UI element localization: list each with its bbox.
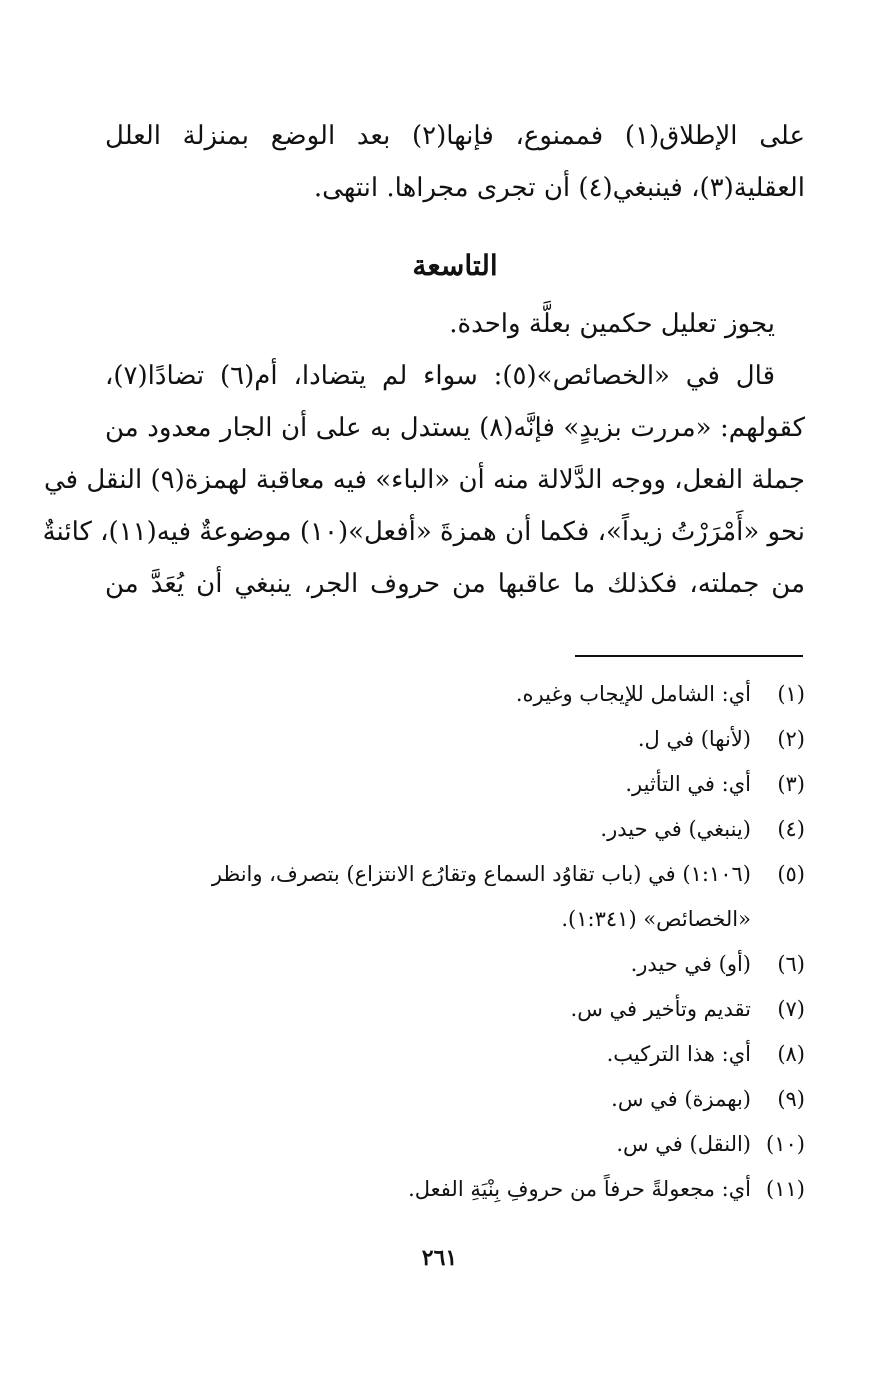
footnote-number: (٤) bbox=[777, 817, 805, 841]
footnote bbox=[105, 987, 805, 1032]
body-line-6: جملة الفعل، ووجه الدَّلالة منه أن «الباء» فيه معاقبة لهمزة(٩) النقل في bbox=[44, 465, 805, 495]
section-heading: التاسعة bbox=[412, 249, 498, 282]
footnote-separator bbox=[575, 655, 803, 657]
body-line-8: من جملته، فكذلك ما عاقبها من حروف الجر، ينبغي أن يُعَدَّ من bbox=[105, 569, 805, 599]
footnote-number: (٩) bbox=[777, 1087, 805, 1111]
footnote-text: تقديم وتأخير في س. bbox=[570, 997, 751, 1021]
main-text bbox=[42, 110, 805, 610]
footnote-number: (٢) bbox=[777, 727, 805, 751]
footnote-text: أي: هذا التركيب. bbox=[606, 1042, 751, 1066]
footnote bbox=[105, 807, 805, 852]
footnote-number: (٧) bbox=[777, 997, 805, 1021]
footnote-text: أي: الشامل للإيجاب وغيره. bbox=[515, 682, 751, 706]
footnote-text: (١:١٠٦) في (باب تقاوُد السماع وتقارُع الانتزاع) بتصرف، وانظر «الخصائص» (١:٣٤١). bbox=[211, 862, 751, 931]
footnote-number: (١) bbox=[777, 682, 805, 706]
body-line-2: العقلية(٣)، فينبغي(٤) أن تجرى مجراها. انتهى. bbox=[313, 173, 805, 203]
footnote-text: (أو) في حيدر. bbox=[630, 952, 751, 976]
footnotes bbox=[105, 672, 805, 1212]
footnote bbox=[105, 717, 805, 762]
footnote-text: أي: مجعولةً حرفاً من حروفِ بِنْيَةِ الفعل. bbox=[408, 1177, 751, 1201]
footnote-text: (لأنها) في ل. bbox=[637, 727, 751, 751]
footnote bbox=[105, 1032, 805, 1077]
body-line-7: نحو «أَمْرَرْتُ زيداً»، فكما أن همزةَ «أفعل»(١٠) موضوعةٌ فيه(١١)، كائنةٌ bbox=[42, 517, 805, 547]
footnote bbox=[105, 762, 805, 807]
footnote bbox=[105, 1167, 805, 1212]
footnote-text: (بهمزة) في س. bbox=[611, 1087, 751, 1111]
footnote-number: (٨) bbox=[777, 1042, 805, 1066]
footnote-number: (١٠) bbox=[766, 1132, 805, 1156]
footnote-text: (ينبغي) في حيدر. bbox=[600, 817, 751, 841]
footnote-number: (٣) bbox=[777, 772, 805, 796]
body-line-5: كقولهم: «مررت بزيدٍ» فإنَّه(٨) يستدل به على أن الجار معدود من bbox=[105, 413, 805, 443]
footnote-text: أي: في التأثير. bbox=[625, 772, 751, 796]
body-line-4: قال في «الخصائص»(٥): سواء لم يتضادا، أم(٦) تضادًا(٧)، bbox=[105, 361, 775, 391]
footnote bbox=[105, 1122, 805, 1167]
footnote-text: (النقل) في س. bbox=[616, 1132, 751, 1156]
footnote bbox=[105, 852, 805, 942]
footnote bbox=[105, 942, 805, 987]
footnote-number: (١١) bbox=[766, 1177, 805, 1201]
footnote bbox=[105, 672, 805, 717]
footnote bbox=[105, 1077, 805, 1122]
body-line-1: على الإطلاق(١) فممنوع، فإنها(٢) بعد الوضع بمنزلة العلل bbox=[105, 121, 805, 151]
page-number: ٢٦١ bbox=[421, 1245, 458, 1271]
body-line-3: يجوز تعليل حكمين بعلَّة واحدة. bbox=[449, 309, 775, 339]
footnote-number: (٦) bbox=[777, 952, 805, 976]
footnote-number: (٥) bbox=[777, 862, 805, 886]
